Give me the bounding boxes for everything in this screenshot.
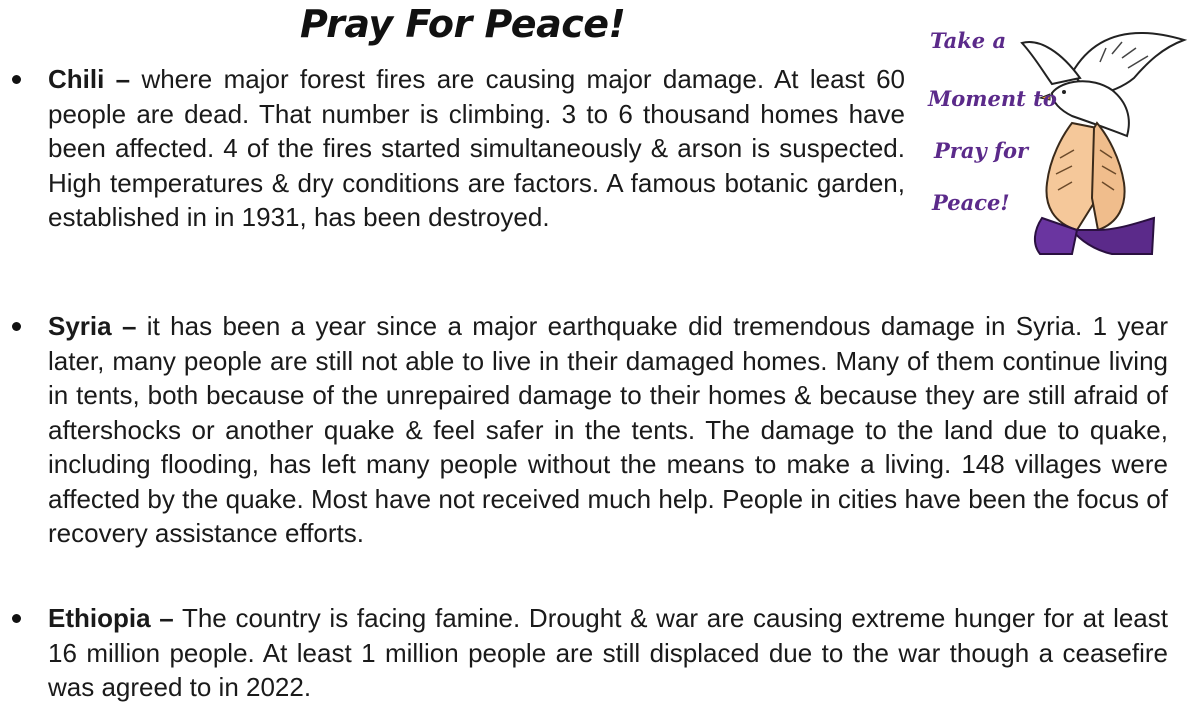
prayer-graphic xyxy=(922,18,1192,258)
graphic-text-line-4: Peace! xyxy=(932,190,1010,215)
country-name: Ethiopia – xyxy=(48,603,174,633)
country-name: Chili – xyxy=(48,64,131,94)
item-text: it has been a year since a major earthquake did tremendous damage in Syria. 1 year later, many people are still not able to live in their damaged homes. Many of them continue living in tents, both because of the unrepaired damage to their homes & because they are still afraid of aftershocks or another quake & feel safer in the tents. The damage to the land due to quake, including flooding, has left many people without the means to make a living. 148 villages were affected by the quake. Most have not received much help. People in cities have been the focus of recovery assistance efforts. xyxy=(48,311,1168,548)
list-item-chili xyxy=(0,62,905,235)
graphic-text-line-1: Take a xyxy=(930,28,1007,53)
graphic-text-line-2: Moment to xyxy=(928,86,1057,111)
bullet-icon xyxy=(12,75,21,84)
item-text: where major forest fires are causing major damage. At least 60 people are dead. That number is climbing. 3 to 6 thousand homes have been affected. 4 of the fires started simultaneously & arson is suspected. High temperatures & dry conditions are factors. A famous botanic garden, established in in 1931, has been destroyed. xyxy=(48,64,906,232)
item-text: The country is facing famine. Drought & war are causing extreme hunger for at least 16 million people. At least 1 million people are still displaced due to the war though a ceasefire was agreed to in 2022. xyxy=(48,603,1168,702)
page-title: Pray For Peace! xyxy=(300,2,626,46)
list-item-syria xyxy=(0,309,1168,551)
list-item-ethiopia xyxy=(0,601,1168,705)
bullet-icon xyxy=(12,614,21,623)
graphic-text-line-3: Pray for xyxy=(934,138,1029,163)
bullet-icon xyxy=(12,322,21,331)
country-name: Syria – xyxy=(48,311,137,341)
